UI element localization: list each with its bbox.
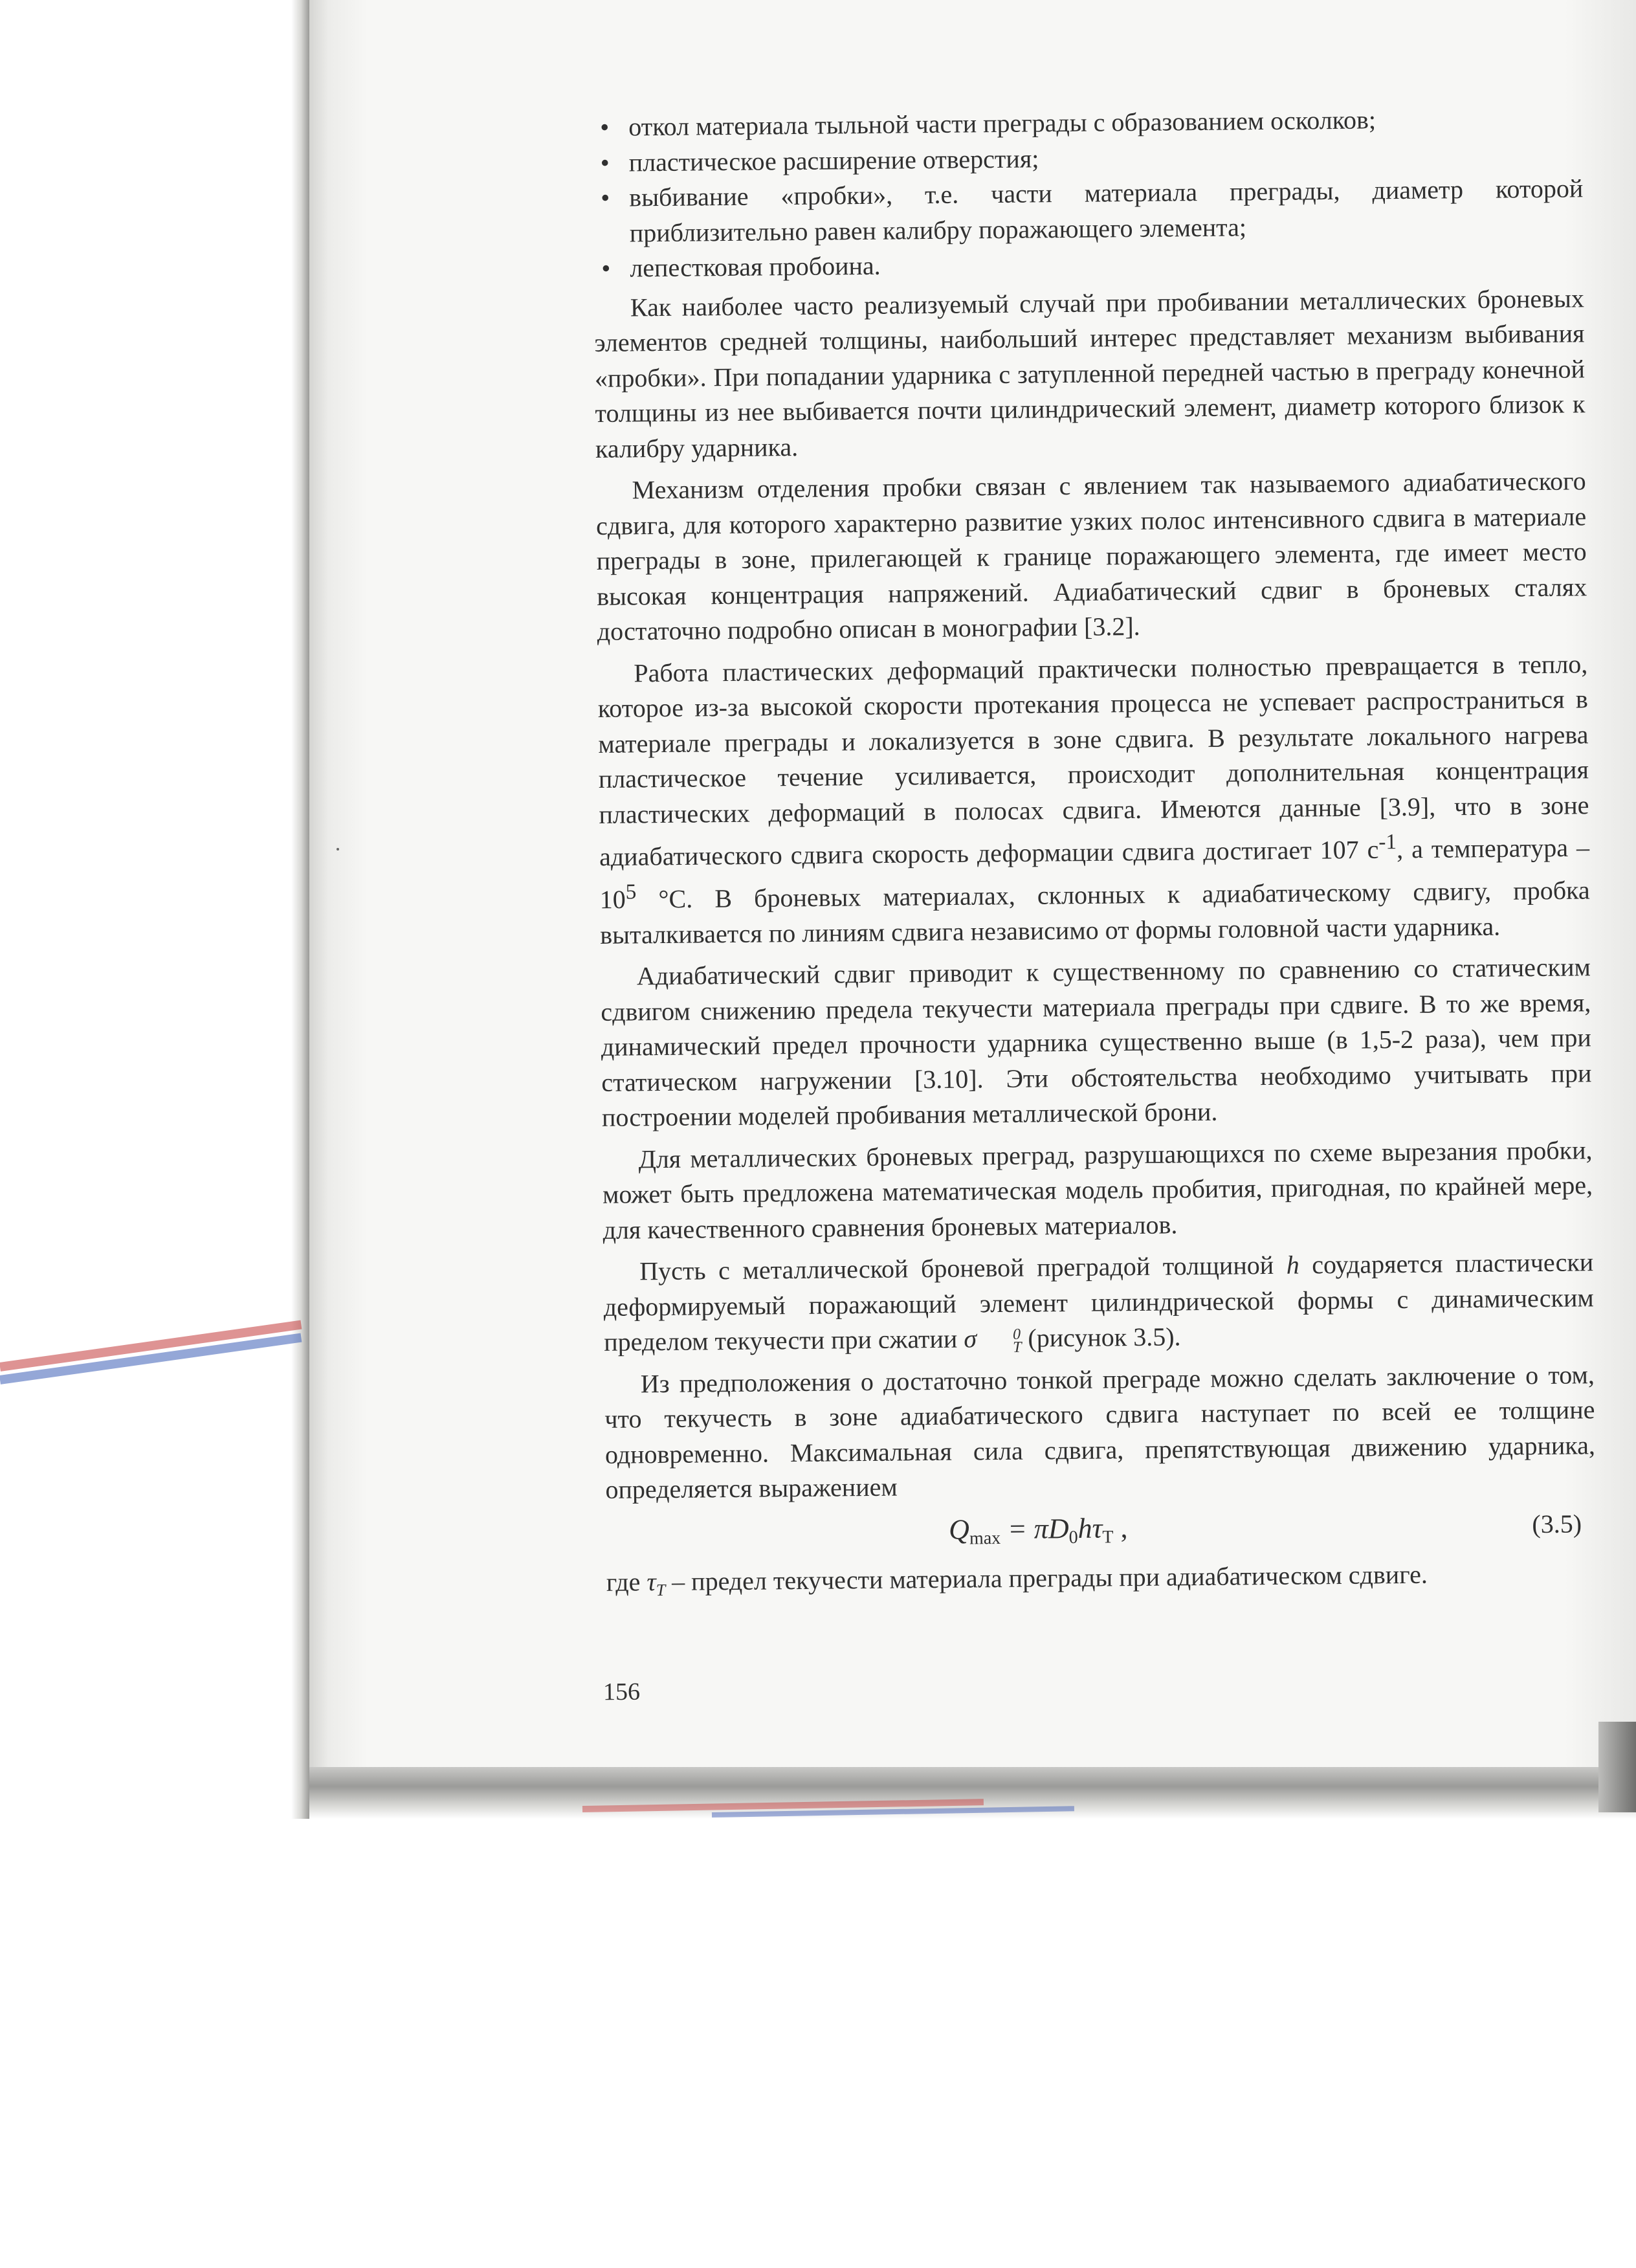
paragraph-heat: [597, 647, 1590, 953]
paragraph-text: где: [606, 1566, 647, 1597]
paragraph-text: Работа пластических деформаций практически полностью превращается в тепло, которое из-за высокой скорости протекания процесса не успевает распространиться в материале преграды и локализуется в зоне сдвига. В результате локального нагрева пластическое течение усиливается, происходит дополнительная концентрация пластических деформаций в полосах сдвига. Имеются данные [3.9], что в зоне адиабатического сдвига скорость деформации сдвига достигает 107 с: [597, 649, 1589, 872]
scan-left-margin: [0, 0, 309, 1819]
paragraph: Для металлических броневых преград, разрушающихся по схеме вырезания пробки, может быть предложена математическая модель пробития, пригодная, по крайней мере, для качественного сравнения броневых материалов.: [602, 1135, 1593, 1245]
bullet-item: • пластическое расширение отверстия;: [593, 136, 1583, 181]
formula-symbol: = πD: [1000, 1512, 1069, 1545]
superscript: 5: [625, 880, 637, 904]
subscript: T: [1102, 1527, 1114, 1548]
subscript: max: [969, 1528, 1001, 1549]
math-symbol: τ: [647, 1566, 656, 1596]
bullet-item: • откол материала тыльной части преграды с образованием осколков;: [592, 100, 1582, 145]
page-corner-shadow: [1598, 1722, 1636, 1812]
subscript: T: [656, 1580, 666, 1599]
paragraph-text: (рисунок 3.5).: [1021, 1322, 1181, 1353]
superscript: -1: [1378, 830, 1397, 854]
paragraph: Из предположения о достаточно тонкой преграде можно сделать заключение о том, что текучесть в зоне адиабатического сдвига наступает по всей ее толщине одновременно. Максимальная сила сдвига, препятствующая движению ударника, определяется выражением: [604, 1359, 1596, 1505]
paragraph-text: Пусть с металлической броневой преградой толщиной: [639, 1250, 1287, 1286]
formula-number: (3.5): [1532, 1509, 1582, 1539]
math-symbol: h: [1286, 1250, 1299, 1280]
page-text-block: [592, 100, 1597, 1608]
page-number: 156: [602, 1678, 641, 1706]
bullet-item: • лепестковая пробоина.: [593, 241, 1584, 286]
bullet-list: [592, 100, 1584, 286]
math-symbol: σ: [964, 1324, 977, 1353]
scan-speck: [337, 848, 339, 850]
math-indices: [977, 1328, 1022, 1355]
paragraph: Как наиболее часто реализуемый случай при пробивании металлических броневых элементов средней толщины, наибольший интерес представляет механизм выбивания «пробки». При попадании ударника с затупленной передней частью в преграду конечной толщины из нее выбивается почти цилиндрический элемент, диаметр которого близок к калибру ударника.: [594, 283, 1586, 463]
paragraph: Адиабатический сдвиг приводит к существенному по сравнению со статическим сдвигом снижению предела текучести материала преграды при сдвиге. В то же время, динамический предел прочности ударника существенно выше (в 1,5-2 раза), чем при статическом нагружении [3.10]. Эти обстоятельства необходимо учитывать при построении моделей пробивания металлической брони.: [601, 952, 1592, 1133]
superscript: 0: [1012, 1326, 1021, 1343]
paragraph-text: соударяется пластически деформируемый поражающий элемент цилиндрической формы с динамическим пределом текучести при сжатии: [603, 1247, 1594, 1357]
paragraph-text: °С. В броневых материалах, склонных к адиабатическому сдвигу, пробка выталкивается по линиям сдвига независимо от формы головной части ударника.: [600, 875, 1590, 950]
paragraph-text: – предел текучести материала преграды при адиабатическом сдвиге.: [665, 1559, 1428, 1596]
subscript: 0: [1068, 1527, 1078, 1548]
formula-symbol: hτ: [1078, 1512, 1103, 1544]
formula-block: [606, 1502, 1597, 1561]
paragraph-text: , а температура – 10: [599, 832, 1590, 915]
formula-punctuation: ,: [1113, 1511, 1128, 1544]
paragraph-plate: [603, 1245, 1594, 1360]
bullet-item: • выбивание «пробки», т.е. части материала преграды, диаметр которой приблизительно равен калибру поражающего элемента;: [593, 171, 1584, 251]
formula-symbol: Q: [948, 1513, 970, 1546]
formula-expression: [949, 1511, 1128, 1557]
subscript: T: [1013, 1339, 1022, 1356]
paragraph: Механизм отделения пробки связан с явлением так называемого адиабатического сдвига, для которого характерно развитие узких полос интенсивного сдвига в материале преграды в зоне, прилегающей к границе поражающего элемента, где имеет место высокая концентрация напряжений. Адиабатический сдвиг в броневых сталях достаточно подробно описан в монографии [3.2].: [595, 466, 1587, 646]
